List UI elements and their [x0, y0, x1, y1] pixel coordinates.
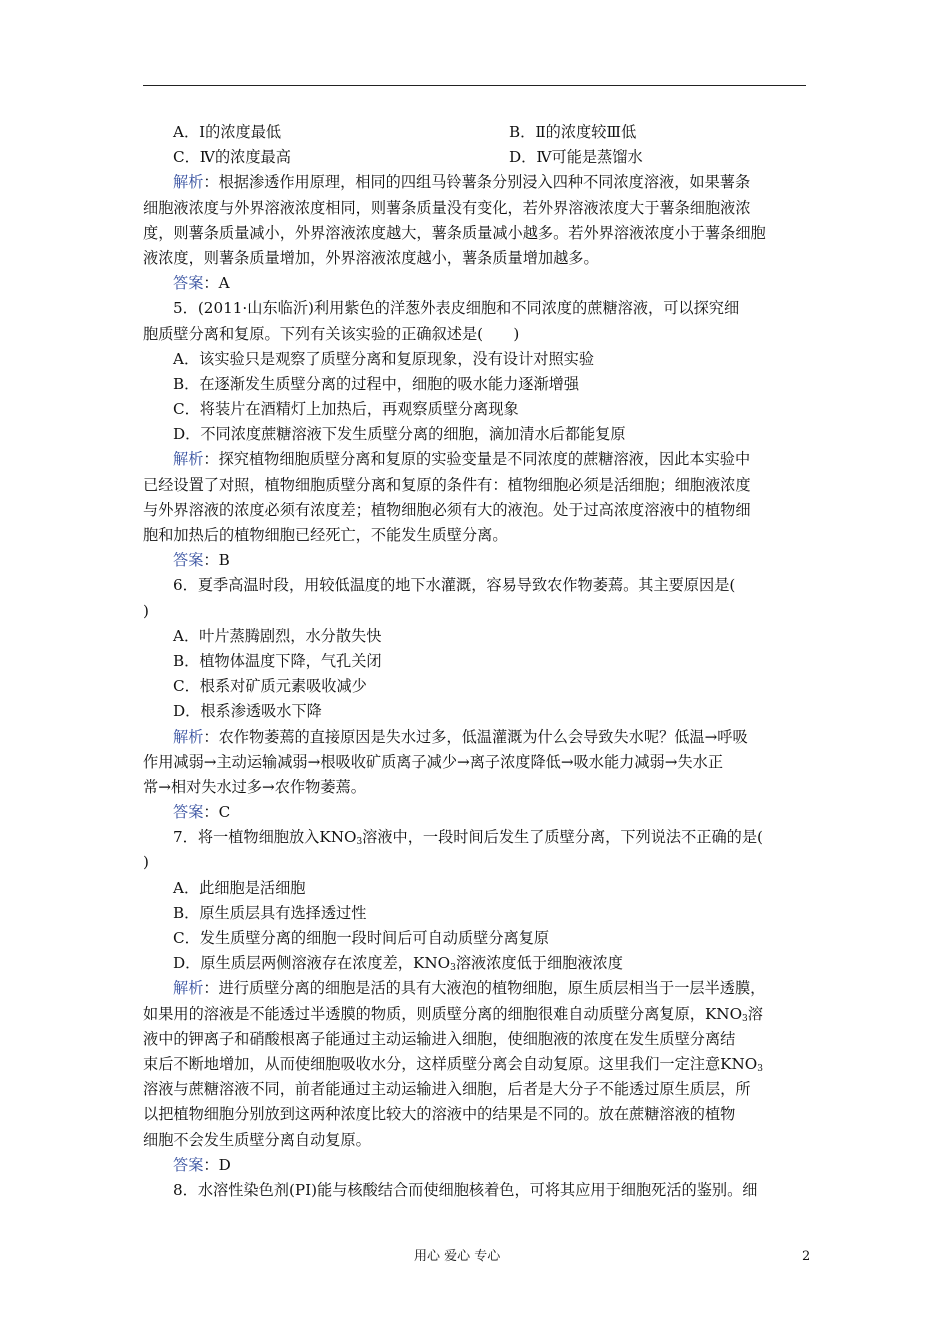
q4-analysis-line: 细胞液浓度与外界溶液浓度相同，则薯条质量没有变化，若外界溶液浓度大于薯条细胞液浓	[143, 198, 751, 217]
q4-analysis-text: ：根据渗透作用原理，相同的四组马铃薯条分别浸入四种不同浓度溶液，如果薯条	[203, 173, 751, 192]
q5-option-a: A．该实验只是观察了质壁分离和复原现象，没有设计对照实验	[173, 349, 595, 368]
q7-option-d	[143, 951, 809, 976]
q6-stem-line: )	[143, 601, 149, 620]
page-body	[143, 120, 809, 1203]
q5-analysis-text: ：探究植物细胞质壁分离和复原的实验变量是不同浓度的蔗糖溶液，因此本实验中	[203, 450, 751, 469]
q7-analysis-text: 束后不断地增加，从而使细胞吸收水分，这样质壁分离会自动复原。这里我们一定注意KNO	[143, 1054, 758, 1073]
q6-option-b: B．植物体温度下降，气孔关闭	[173, 651, 382, 670]
q8-stem-line: 8．水溶性染色剂(PI)能与核酸结合而使细胞核着色，可将其应用于细胞死活的鉴别。细	[173, 1180, 758, 1199]
q7-analysis-line	[143, 976, 809, 1001]
q4-analysis-line: 度，则薯条质量减小，外界溶液浓度越大，薯条质量减小越多。若外界溶液浓度小于薯条细胞	[143, 223, 766, 242]
q7-option-d-subscript: 3	[450, 963, 456, 974]
q5-answer-value: ：B	[203, 551, 230, 570]
q4-option-c: C．Ⅳ的浓度最高	[173, 148, 291, 167]
footer-text: 用心 爱心 专心	[414, 1249, 501, 1264]
q7-analysis-label: 解析	[173, 979, 204, 998]
q7-analysis-line: 液中的钾离子和硝酸根离子能通过主动运输进入细胞，使细胞液的浓度在发生质壁分离结	[143, 1029, 736, 1048]
q7-stem-text: 7．将一植物细胞放入KNO	[173, 828, 357, 847]
q7-analysis-text: ：进行质壁分离的细胞是活的具有大液泡的植物细胞，原生质层相当于一层半透膜，	[203, 979, 766, 998]
q4-answer-label: 答案	[173, 274, 204, 293]
q6-option-a: A．叶片蒸腾剧烈，水分散失快	[173, 626, 382, 645]
q5-analysis-label: 解析	[173, 450, 204, 469]
q7-analysis-line: 溶液与蔗糖溶液不同，前者能通过主动运输进入细胞，后者是大分子不能透过原生质层，所	[143, 1080, 751, 1099]
q4-option-b: B．Ⅱ的浓度较Ⅲ低	[509, 123, 637, 141]
q5-option-d: D．不同浓度蔗糖溶液下发生质壁分离的细胞，滴加清水后都能复原	[173, 425, 626, 444]
q7-analysis-text: 如果用的溶液是不能透过半透膜的物质，则质壁分离的细胞很难自动质壁分离复原，KNO	[143, 1004, 743, 1023]
q6-answer-label: 答案	[173, 803, 204, 822]
q7-option-d-text: 溶液浓度低于细胞液浓度	[455, 954, 623, 973]
q7-stem-subscript: 3	[356, 837, 363, 848]
q6-stem-line: 6．夏季高温时段，用较低温度的地下水灌溉，容易导致农作物萎蔫。其主要原因是(	[173, 576, 736, 595]
q4-options-row-1	[143, 120, 809, 145]
q7-option-a: A．此细胞是活细胞	[173, 878, 306, 897]
q7-analysis-line	[143, 1002, 809, 1027]
q5-answer	[143, 548, 809, 573]
q7-answer-label: 答案	[173, 1155, 204, 1174]
q6-analysis-text: ：农作物萎蔫的直接原因是失水过多，低温灌溉为什么会导致失水呢？低温→呼吸	[203, 727, 748, 746]
q6-analysis-line	[143, 725, 809, 750]
q7-stem-line: )	[143, 853, 149, 872]
header-rule	[143, 85, 806, 86]
q6-answer-value: ：C	[203, 803, 231, 822]
q7-analysis-line: 细胞不会发生质壁分离自动复原。	[143, 1130, 371, 1149]
q7-analysis-subscript: 3	[757, 1063, 763, 1074]
page-number: 2	[802, 1249, 811, 1264]
q6-option-c: C．根系对矿质元素吸收减少	[173, 677, 367, 696]
q7-option-d-text: D．原生质层两侧溶液存在浓度差，KNO	[173, 954, 451, 973]
q7-option-b: B．原生质层具有选择透过性	[173, 903, 367, 922]
q5-stem-line: 胞质壁分离和复原。下列有关该实验的正确叙述是( )	[143, 324, 520, 343]
q4-option-a: A．Ⅰ的浓度最低	[173, 123, 282, 141]
q5-option-c: C．将装片在酒精灯上加热后，再观察质壁分离现象	[173, 400, 519, 419]
q4-analysis-line: 液浓度，则薯条质量增加，外界溶液浓度越小，薯条质量增加越多。	[143, 248, 599, 267]
q7-option-c: C．发生质壁分离的细胞一段时间后可自动质壁分离复原	[173, 929, 550, 947]
q7-answer-value: ：D	[203, 1155, 231, 1174]
q5-analysis-line: 已经设置了对照，植物细胞质壁分离和复原的条件有：植物细胞必须是活细胞；细胞液浓度	[143, 475, 751, 494]
q6-option-d: D．根系渗透吸水下降	[173, 702, 322, 721]
q6-analysis-line: 常→相对失水过多→农作物萎蔫。	[143, 777, 366, 796]
q5-option-b: B．在逐渐发生质壁分离的过程中，细胞的吸水能力逐渐增强	[173, 374, 580, 393]
q4-answer	[143, 271, 809, 296]
q7-analysis-line	[143, 1052, 809, 1077]
q6-answer	[143, 800, 809, 825]
q7-stem-text: 溶液中，一段时间后发生了质壁分离，下列说法不正确的是(	[362, 828, 763, 847]
q5-analysis-line: 与外界溶液的浓度必须有浓度差；植物细胞必须有大的液泡。处于过高浓度溶液中的植物细	[143, 500, 751, 519]
q6-analysis-label: 解析	[173, 727, 204, 746]
q6-analysis-line: 作用减弱→主动运输减弱→根吸收矿质离子减少→离子浓度降低→吸水能力减弱→失水正	[143, 752, 724, 771]
q7-analysis-subscript: 3	[742, 1013, 748, 1024]
q7-answer	[143, 1153, 809, 1178]
q4-analysis-label: 解析	[173, 173, 204, 192]
q5-stem-line: 5．(2011·山东临沂)利用紫色的洋葱外表皮细胞和不同浓度的蔗糖溶液，可以探究细	[173, 299, 740, 318]
q5-analysis-line: 胞和加热后的植物细胞已经死亡，不能发生质壁分离。	[143, 526, 508, 544]
q4-answer-value: ：A	[203, 274, 230, 293]
q7-stem-line	[143, 825, 809, 850]
q4-options-row-2	[143, 145, 809, 170]
q7-analysis-text: 溶	[747, 1004, 763, 1023]
q4-option-d: D．Ⅳ可能是蒸馏水	[509, 148, 643, 167]
q5-answer-label: 答案	[173, 551, 204, 570]
q4-analysis-line	[143, 170, 809, 195]
q5-analysis-line	[143, 447, 809, 472]
q7-analysis-line: 以把植物细胞分别放到这两种浓度比较大的溶液中的结果是不同的。放在蔗糖溶液的植物	[143, 1105, 736, 1124]
page-footer	[0, 1246, 950, 1268]
